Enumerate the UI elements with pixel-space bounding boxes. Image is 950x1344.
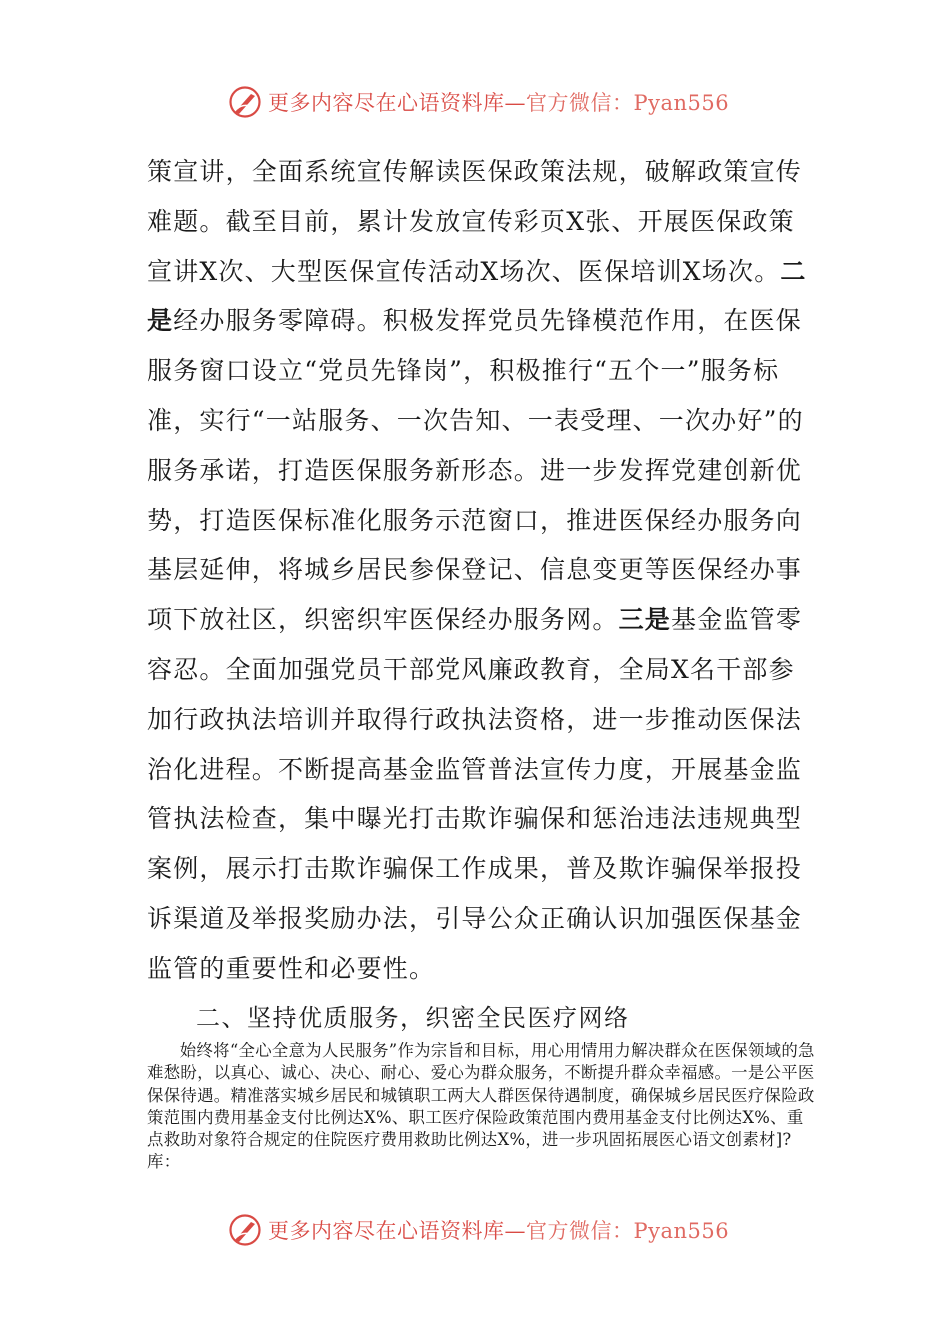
section-heading: 二、坚持优质服务，织密全民医疗网络 — [196, 1004, 630, 1032]
pen-logo-icon — [228, 1213, 262, 1247]
emphasis-second: 二是 — [147, 256, 807, 336]
header-banner — [228, 82, 748, 122]
footer-banner — [228, 1210, 748, 1250]
banner-text: 更多内容尽在心语资料库—官方微信：Pyan556 — [268, 91, 730, 115]
banner-text: 更多内容尽在心语资料库—官方微信：Pyan556 — [268, 1219, 730, 1243]
small-paragraph — [147, 1040, 817, 1174]
body-paragraph — [147, 147, 817, 994]
body-text-2: 经办服务零障碍。积极发挥党员先锋模范作用，在医保服务窗口设立“党员先锋岗”，积极推行“五个一”服务标准，实行“一站服务、一次告知、一表受理、一次办好”的服务承诺，打造医保服务新形态。进一步发挥党建创新优势，打造医保标准化服务示范窗口，推进医保经办服务向基层延伸，将城乡居民参保登记、信息变更等医保经办事项下放社区，织密织牢医保经办服务网。 — [147, 306, 804, 635]
small-paragraph-text: 始终将“全心全意为人民服务”作为宗旨和目标，用心用情用力解决群众在医保领域的急难愁盼，以真心、诚心、决心、耐心、爱心为群众服务，不断提升群众幸福感。一是公平医保保待遇。精准落实城乡居民和城镇职工两大人群医保待遇制度，确保城乡居民医疗保险政策范围内费用基金支付比例达X%、职工医疗保险政策范围内费用基金支付比例达X%、重点救助对象符合规定的住院医疗费用救助比例达X%，进一步巩固拓展医心语文创素材]?库： — [147, 1041, 815, 1172]
pen-logo-icon — [228, 85, 262, 119]
body-text-1: 策宣讲，全面系统宣传解读医保政策法规，破解政策宣传难题。截至目前，累计发放宣传彩页X张、开展医保政策宣讲X次、大型医保宣传活动X场次、医保培训X场次。 — [147, 157, 803, 286]
emphasis-third: 三是 — [618, 605, 672, 635]
body-text-3: 基金监管零容忍。全面加强党员干部党风廉政教育，全局X名干部参加行政执法培训并取得行政执法资格，进一步推动医保法治化进程。不断提高基金监管普法宣传力度，开展基金监管执法检查，集中曝光打击欺诈骗保和惩治违法违规典型案例，展示打击欺诈骗保工作成果，普及欺诈骗保举报投诉渠道及举报奖励办法，引导公众正确认识加强医保基金监管的重要性和必要性。 — [147, 605, 803, 983]
